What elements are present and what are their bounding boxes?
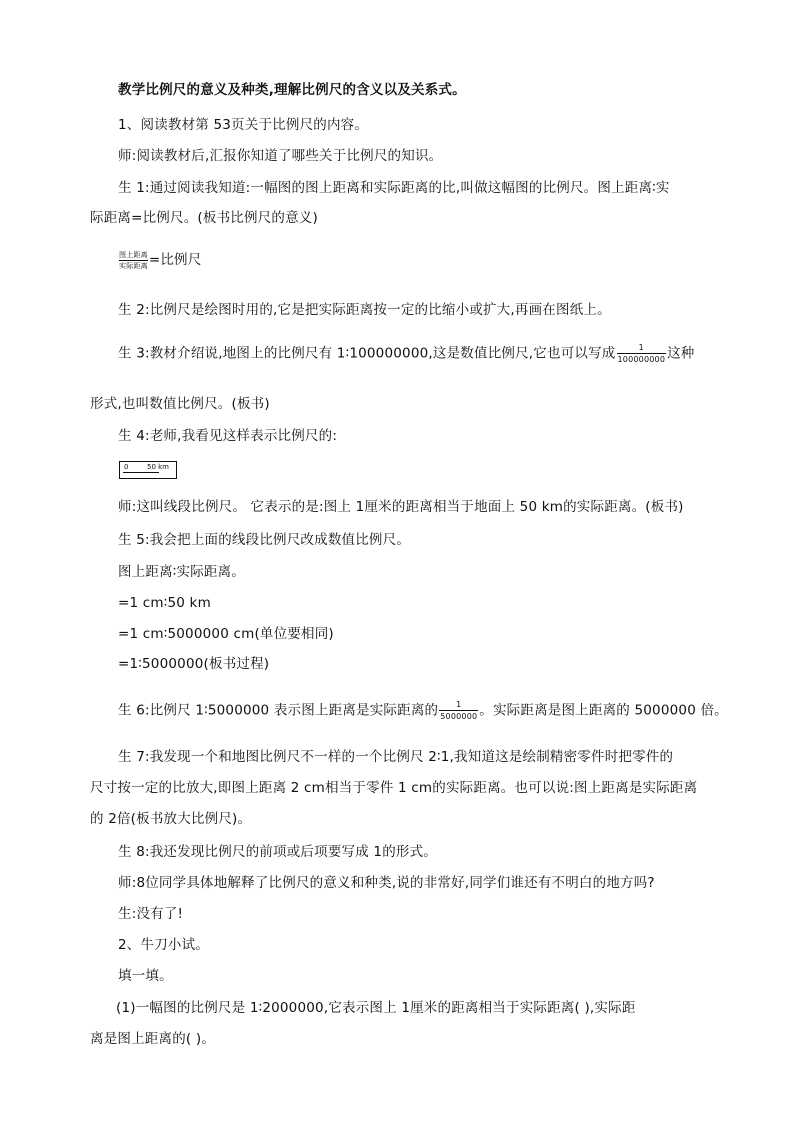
calc-step-3: =1 cm∶5000000 cm(单位要相同) xyxy=(118,626,334,642)
student-6-frac-den: 5000000 xyxy=(440,712,478,721)
fraction-bar xyxy=(439,710,478,711)
student-4: 生 4:老师,我看见这样表示比例尺的: xyxy=(118,428,338,444)
student-5: 生 5:我会把上面的线段比例尺改成数值比例尺。 xyxy=(118,532,411,548)
fill-in-title: 填一填。 xyxy=(118,968,173,984)
calc-step-2: =1 cm∶50 km xyxy=(118,595,211,611)
teacher-prompt-2: 师:这叫线段比例尺。 它表示的是:图上 1厘米的距离相当于地面上 50 km的实际距离。(板书) xyxy=(118,499,684,515)
scale-left-label: 0 xyxy=(124,463,129,471)
formula-numerator: 图上距离 xyxy=(119,250,148,259)
question-1-line-1: (1)一幅图的比例尺是 1∶2000000,它表示图上 1厘米的距离相当于实际距离( ),实际距 xyxy=(116,1000,636,1016)
student-3-frac-den: 100000000 xyxy=(617,355,666,364)
line-scale-figure xyxy=(119,461,177,479)
student-6 xyxy=(118,700,728,721)
step-2: 2、牛刀小试。 xyxy=(118,937,209,953)
student-3-fraction xyxy=(617,343,667,364)
student-response: 生:没有了! xyxy=(118,906,184,922)
student-3-line-2: 形式,也叫数值比例尺。(板书) xyxy=(90,396,270,412)
step-1: 1、阅读教材第 53页关于比例尺的内容。 xyxy=(118,117,369,133)
formula-fraction xyxy=(119,251,148,270)
student-1-line-1: 生 1:通过阅读我知道:一幅图的图上距离和实际距离的比,叫做这幅图的比例尺。图上距离∶实 xyxy=(118,180,670,196)
student-6-fraction xyxy=(439,700,478,721)
student-7-line-1: 生 7:我发现一个和地图比例尺不一样的一个比例尺 2∶1,我知道这是绘制精密零件时把零件的 xyxy=(118,749,674,765)
formula-denominator: 实际距离 xyxy=(119,261,148,270)
fraction-bar xyxy=(617,353,667,354)
student-8: 生 8:我还发现比例尺的前项或后项要写成 1的形式。 xyxy=(118,844,438,860)
formula-rhs: =比例尺 xyxy=(148,252,202,268)
calc-step-4: =1∶5000000(板书过程) xyxy=(118,656,270,672)
student-6-text-after: 。实际距离是图上距离的 5000000 倍。 xyxy=(479,702,728,719)
student-3-frac-num: 1 xyxy=(638,343,644,352)
calc-step-1: 图上距离∶实际距离。 xyxy=(118,564,246,580)
student-1-line-2: 际距离=比例尺。(板书比例尺的意义) xyxy=(90,210,318,226)
student-2: 生 2:比例尺是绘图时用的,它是把实际距离按一定的比缩小或扩大,再画在图纸上。 xyxy=(118,302,611,318)
student-3-text-after: 这种 xyxy=(667,345,695,362)
ratio-formula xyxy=(118,250,201,270)
fraction-bar xyxy=(119,260,148,261)
student-3-line-1 xyxy=(118,343,695,364)
student-7-line-3: 的 2倍(板书放大比例尺)。 xyxy=(90,811,252,827)
student-3-text-before: 生 3:教材介绍说,地图上的比例尺有 1∶100000000,这是数值比例尺,它也可以写成 xyxy=(118,345,616,362)
student-6-text-before: 生 6:比例尺 1∶5000000 表示图上距离是实际距离的 xyxy=(118,702,439,719)
teacher-prompt-3: 师:8位同学具体地解释了比例尺的意义和种类,说的非常好,同学们谁还有不明白的地方吗? xyxy=(118,875,655,891)
section-heading: 教学比例尺的意义及种类,理解比例尺的含义以及关系式。 xyxy=(118,82,466,98)
student-7-line-2: 尺寸按一定的比放大,即图上距离 2 cm相当于零件 1 cm的实际距离。也可以说:图上距离是实际距离 xyxy=(90,780,698,796)
scale-right-label: 50 km xyxy=(147,463,170,471)
student-6-frac-num: 1 xyxy=(456,700,462,709)
teacher-prompt-1: 师:阅读教材后,汇报你知道了哪些关于比例尺的知识。 xyxy=(118,148,443,164)
scale-segment xyxy=(123,472,159,473)
question-1-line-2: 离是图上距离的( )。 xyxy=(90,1031,216,1047)
